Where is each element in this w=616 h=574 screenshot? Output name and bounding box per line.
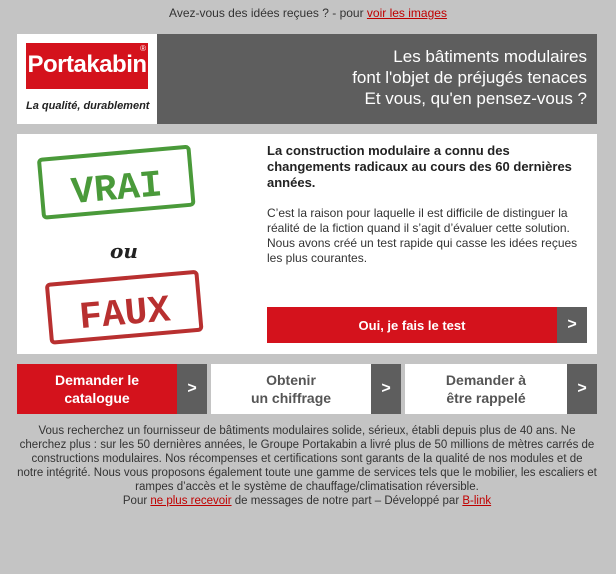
footer-middle-text: de messages de notre part – Développé par — [231, 495, 463, 507]
logo-tagline: La qualité, durablement — [26, 100, 150, 112]
footer-text: Vous recherchez un fournisseur de bâtiments modulaires solide, sérieux, établi depuis plus de 40 ans. Ne cherchez plus : sur les 50 dernières années, le Groupe Portakabin a livré plus de 50 millions de mètres carrés de constructions modulaires. Nos récompenses et certifications sont garants de la qualité de nos modules et de notre intégrité. Nous vous proposons également toute une gamme de services tels que le mobilier, les escaliers et rampes d’accès et le système de chauffage/climatisation réversible. — [17, 425, 597, 493]
faux-stamp — [47, 272, 201, 343]
main-body — [267, 206, 587, 266]
header-headline — [167, 46, 587, 109]
request-callback-button[interactable] — [405, 364, 597, 414]
preheader — [0, 6, 616, 20]
blink-link[interactable]: B-link — [462, 495, 492, 507]
chevron-right-icon: > — [557, 307, 587, 343]
main-heading: La construction modulaire a connu des changements radicaux au cours des 60 dernières années. — [267, 143, 572, 190]
vrai-ou-faux-illustration — [27, 140, 227, 350]
request-callback-label — [405, 364, 567, 414]
preheader-text: Avez-vous des idées reçues ? - pour — [169, 6, 367, 20]
ou-text: ou — [110, 239, 138, 263]
take-test-label: Oui, je fais le test — [267, 307, 557, 343]
header-line-2: font l'objet de préjugés tenaces — [352, 68, 587, 87]
request-callback-text: Demander à être rappelé — [445, 372, 527, 406]
main-paragraph-2: Nous avons créé un test rapide qui casse les idées reçues les plus courantes. — [267, 236, 578, 265]
logo-brand: Portakabin — [27, 51, 147, 78]
header-line-3: Et vous, qu'en pensez-vous ? — [364, 89, 587, 108]
vrai-stamp — [39, 147, 193, 218]
faux-stamp-text: FAUX — [77, 289, 173, 341]
main-panel — [17, 134, 597, 354]
footer-pour: Pour — [122, 495, 151, 507]
request-catalogue-button[interactable] — [17, 364, 207, 414]
request-catalogue-text: Demander le catalogue — [54, 372, 140, 406]
chevron-right-icon: > — [567, 364, 597, 414]
main-paragraph-1: C’est la raison pour laquelle il est difficile de distinguer la réalité de la fiction quand il s’agit d’évaluer cette solution. — [267, 206, 570, 235]
header-line-1: Les bâtiments modulaires — [393, 47, 587, 66]
chevron-right-icon: > — [177, 364, 207, 414]
get-quote-button[interactable] — [211, 364, 401, 414]
chevron-right-icon: > — [371, 364, 401, 414]
header-banner — [17, 34, 597, 124]
view-images-link[interactable]: voir les images — [366, 6, 447, 20]
unsubscribe-link[interactable]: ne plus recevoir — [150, 495, 232, 507]
take-test-button[interactable] — [267, 307, 587, 343]
logo-red-block — [26, 43, 148, 89]
get-quote-text: Obtenir un chiffrage — [250, 372, 332, 406]
footer — [17, 424, 597, 508]
get-quote-label — [211, 364, 371, 414]
portakabin-logo[interactable] — [17, 34, 157, 124]
registered-mark: ® — [140, 44, 146, 53]
request-catalogue-label — [17, 364, 177, 414]
vrai-stamp-text: VRAI — [69, 164, 165, 216]
footer-links-line — [17, 494, 597, 508]
